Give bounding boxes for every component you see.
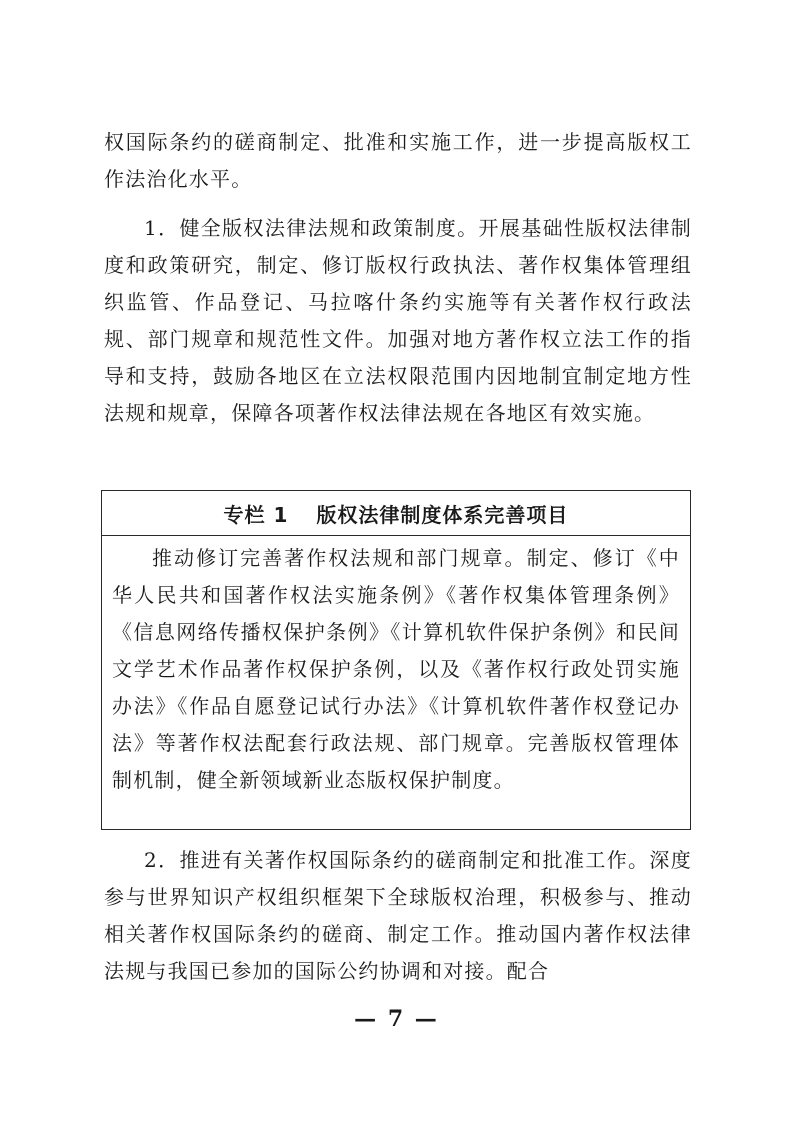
- item-2-paragraph: 2．推进有关著作权国际条约的磋商制定和批准工作。深度参与世界知识产权组织框架下全球版权治理，积极参与、推动相关著作权国际条约的磋商、制定工作。推动国内著作权法律法规与我国已参加的国际公约协调和对接。配合: [104, 848, 692, 983]
- column-box-heading: 版权法律制度体系完善项目: [316, 502, 569, 527]
- intro-paragraph: 权国际条约的磋商制定、批准和实施工作，进一步提高版权工作法治化水平。: [104, 130, 692, 191]
- column-box-title: [102, 491, 690, 536]
- column-box-label: 专栏 1: [223, 502, 289, 527]
- column-box: [101, 490, 691, 830]
- page-number: — 7 —: [354, 1006, 439, 1032]
- item-1-paragraph: 1．健全版权法律法规和政策制度。开展基础性版权法律制度和政策研究，制定、修订版权行政执法、著作权集体管理组织监管、作品登记、马拉喀什条约实施等有关著作权行政法规、部门规章和规范性文件。加强对地方著作权立法工作的指导和支持，鼓励各地区在立法权限范围内因地制宜制定地方性法规和规章，保障各项著作权法律法规在各地区有效实施。: [104, 216, 692, 425]
- column-box-body: 推动修订完善著作权法规和部门规章。制定、修订《中华人民共和国著作权法实施条例》《著作权集体管理条例》《信息网络传播权保护条例》《计算机软件保护条例》和民间文学艺术作品著作权保护条例，以及《著作权行政处罚实施办法》《作品自愿登记试行办法》《计算机软件著作权登记办法》等著作权法配套行政法规、部门规章。完善版权管理体制机制，健全新领域新业态版权保护制度。: [112, 546, 680, 792]
